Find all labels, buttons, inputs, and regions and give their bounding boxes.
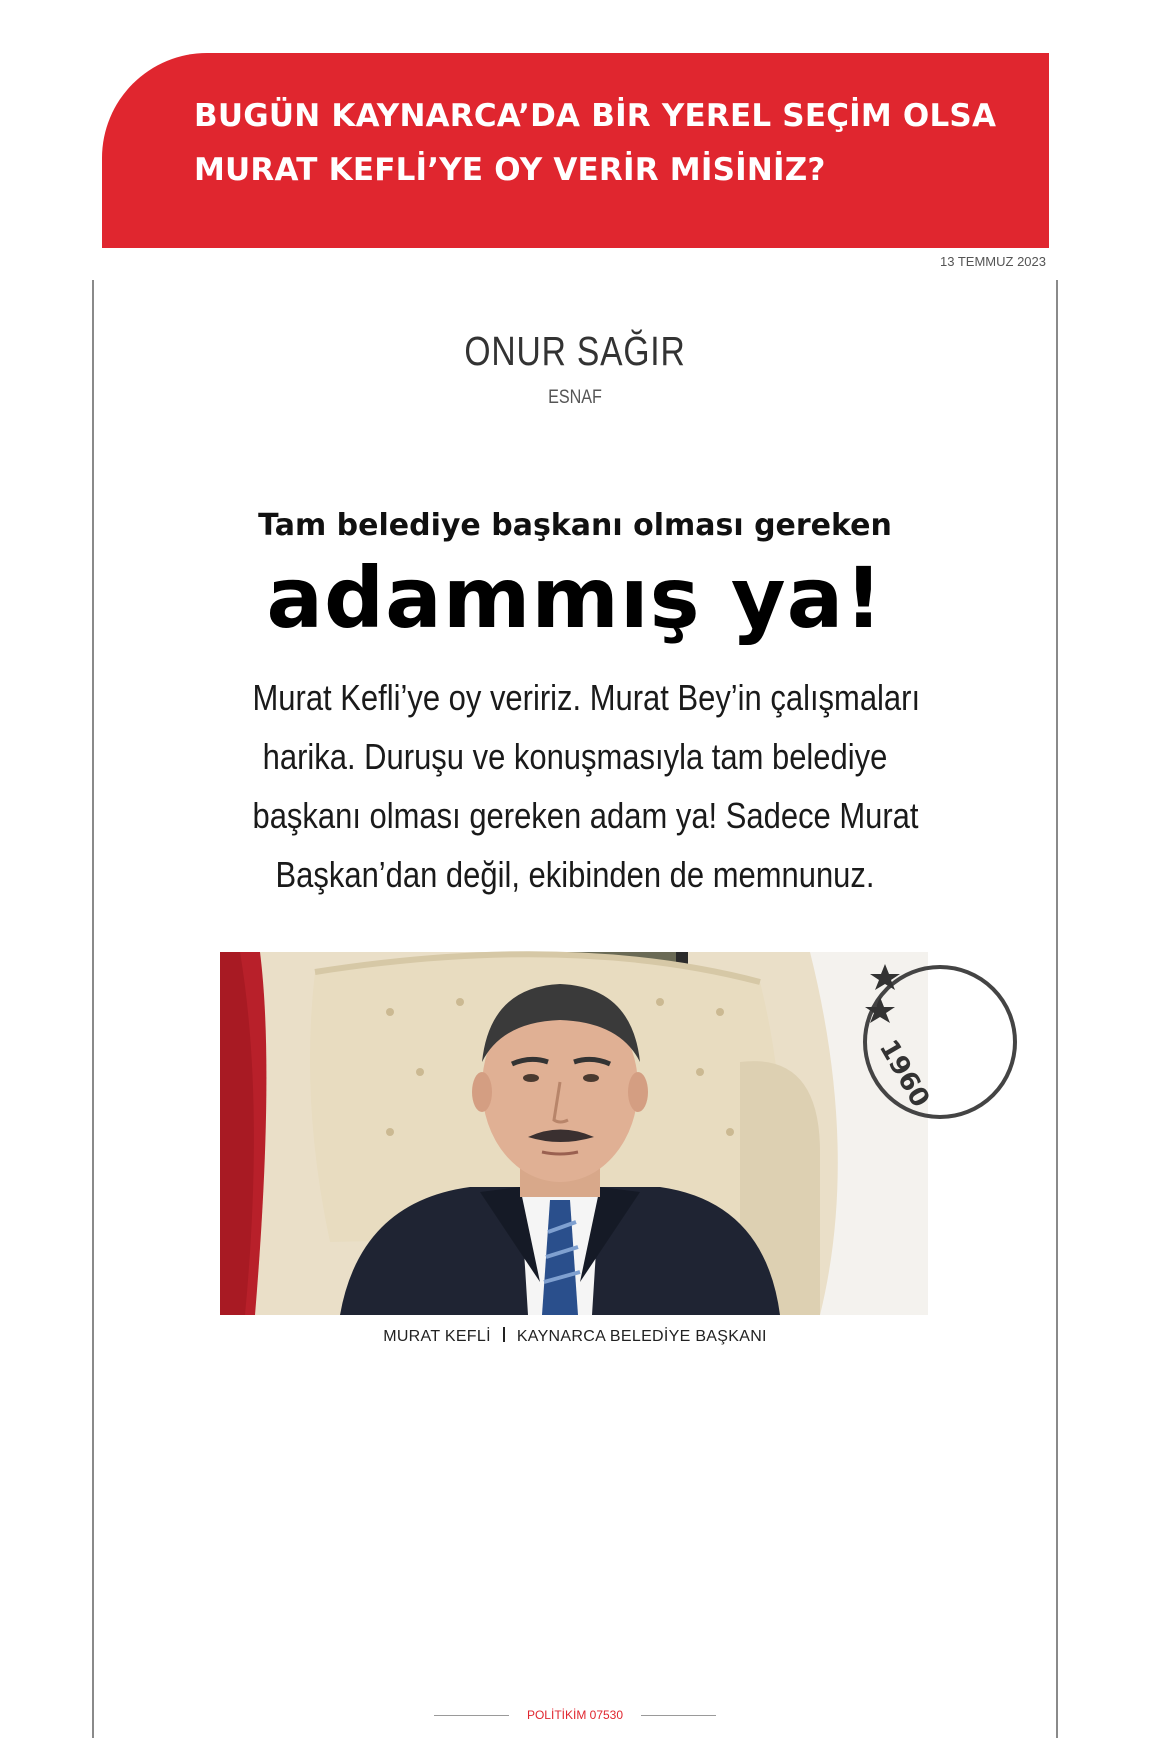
quote-line: harika. Duruşu ve konuşmasıyla tam belediye [262, 736, 888, 777]
author-name: ONUR SAĞIR [464, 328, 686, 374]
footer-rule-left [434, 1715, 509, 1716]
banner-title-line-2: MURAT KEFLİ’YE OY VERİR MİSİNİZ? [194, 152, 826, 188]
frame-left-border [92, 280, 94, 1738]
quote-body [200, 668, 950, 904]
quote-line: Murat Kefli’ye oy veririz. Murat Bey’in çalışmaları [252, 677, 921, 718]
quote-line: Başkan’dan değil, ekibinden de memnunuz. [275, 854, 875, 895]
footer-label: POLİTİKİM 07530 [526, 1708, 624, 1722]
author-role: ESNAF [548, 387, 602, 408]
caption-name: MURAT KEFLİ [383, 1328, 491, 1345]
quote-line: başkanı olması gereken adam ya! Sadece Murat [252, 795, 919, 836]
publish-date: 13 TEMMUZ 2023 [940, 254, 1046, 269]
seal-year: 1960 [872, 1034, 936, 1113]
caption-separator [503, 1327, 505, 1342]
mayor-photo-illustration [220, 952, 936, 1315]
frame-right-border [1056, 280, 1058, 1738]
headline-banner [102, 53, 1049, 248]
headline-main: adammış ya! [266, 549, 884, 647]
footer-rule-right [641, 1715, 716, 1716]
page-footer [0, 1708, 1150, 1722]
photo-caption [0, 1327, 1150, 1346]
caption-title: KAYNARCA BELEDİYE BAŞKANI [516, 1328, 767, 1345]
headline-lead: Tam belediye başkanı olması gereken [258, 508, 892, 543]
mayor-photo [220, 952, 936, 1315]
banner-title-line-1: BUGÜN KAYNARCA’DA BİR YEREL SEÇİM OLSA [194, 98, 997, 134]
banner-title [194, 89, 1034, 197]
